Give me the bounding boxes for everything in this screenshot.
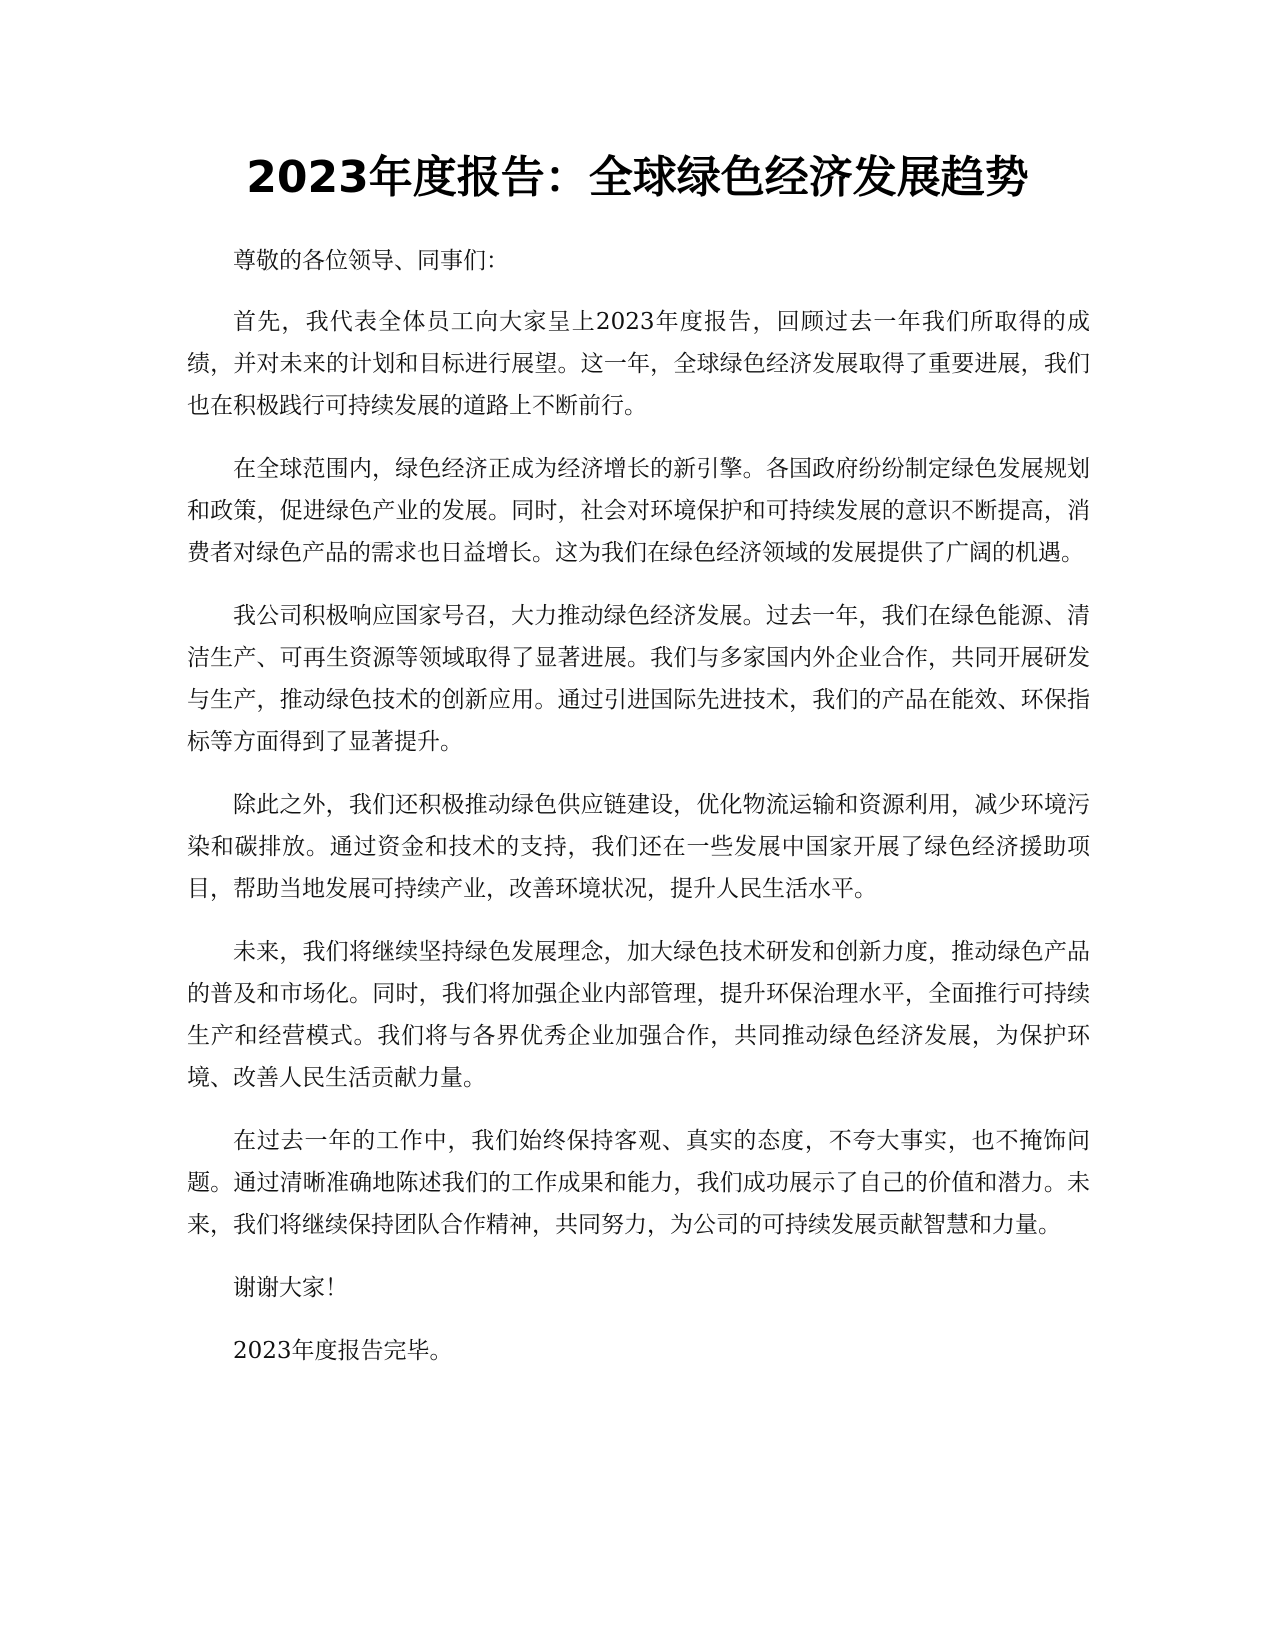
paragraph: 在过去一年的工作中，我们始终保持客观、真实的态度，不夸大事实，也不掩饰问题。通过清晰准确地陈述我们的工作成果和能力，我们成功展示了自己的价值和潜力。未来，我们将继续保持团队合作精神，共同努力，为公司的可持续发展贡献智慧和力量。 xyxy=(187,1128,1090,1238)
document-body xyxy=(187,240,1090,1393)
paragraph: 在全球范围内，绿色经济正成为经济增长的新引擎。各国政府纷纷制定绿色发展规划和政策，促进绿色产业的发展。同时，社会对环境保护和可持续发展的意识不断提高，消费者对绿色产品的需求也日益增长。这为我们在绿色经济领域的发展提供了广阔的机遇。 xyxy=(187,456,1090,566)
paragraph: 除此之外，我们还积极推动绿色供应链建设，优化物流运输和资源利用，减少环境污染和碳排放。通过资金和技术的支持，我们还在一些发展中国家开展了绿色经济援助项目，帮助当地发展可持续产业，改善环境状况，提升人民生活水平。 xyxy=(187,792,1090,902)
paragraph: 首先，我代表全体员工向大家呈上2023年度报告，回顾过去一年我们所取得的成绩，并对未来的计划和目标进行展望。这一年，全球绿色经济发展取得了重要进展，我们也在积极践行可持续发展的道路上不断前行。 xyxy=(187,309,1090,419)
paragraph: 未来，我们将继续坚持绿色发展理念，加大绿色技术研发和创新力度，推动绿色产品的普及和市场化。同时，我们将加强企业内部管理，提升环保治理水平，全面推行可持续生产和经营模式。我们将与各界优秀企业加强合作，共同推动绿色经济发展，为保护环境、改善人民生活贡献力量。 xyxy=(187,939,1090,1091)
closing: 谢谢大家！ xyxy=(233,1275,348,1301)
document-title: 2023年度报告：全球绿色经济发展趋势 xyxy=(246,152,1029,203)
ending: 2023年度报告完毕。 xyxy=(233,1338,453,1364)
paragraph: 我公司积极响应国家号召，大力推动绿色经济发展。过去一年，我们在绿色能源、清洁生产、可再生资源等领域取得了显著进展。我们与多家国内外企业合作，共同开展研发与生产，推动绿色技术的创新应用。通过引进国际先进技术，我们的产品在能效、环保指标等方面得到了显著提升。 xyxy=(187,603,1090,755)
salutation: 尊敬的各位领导、同事们： xyxy=(233,248,509,274)
